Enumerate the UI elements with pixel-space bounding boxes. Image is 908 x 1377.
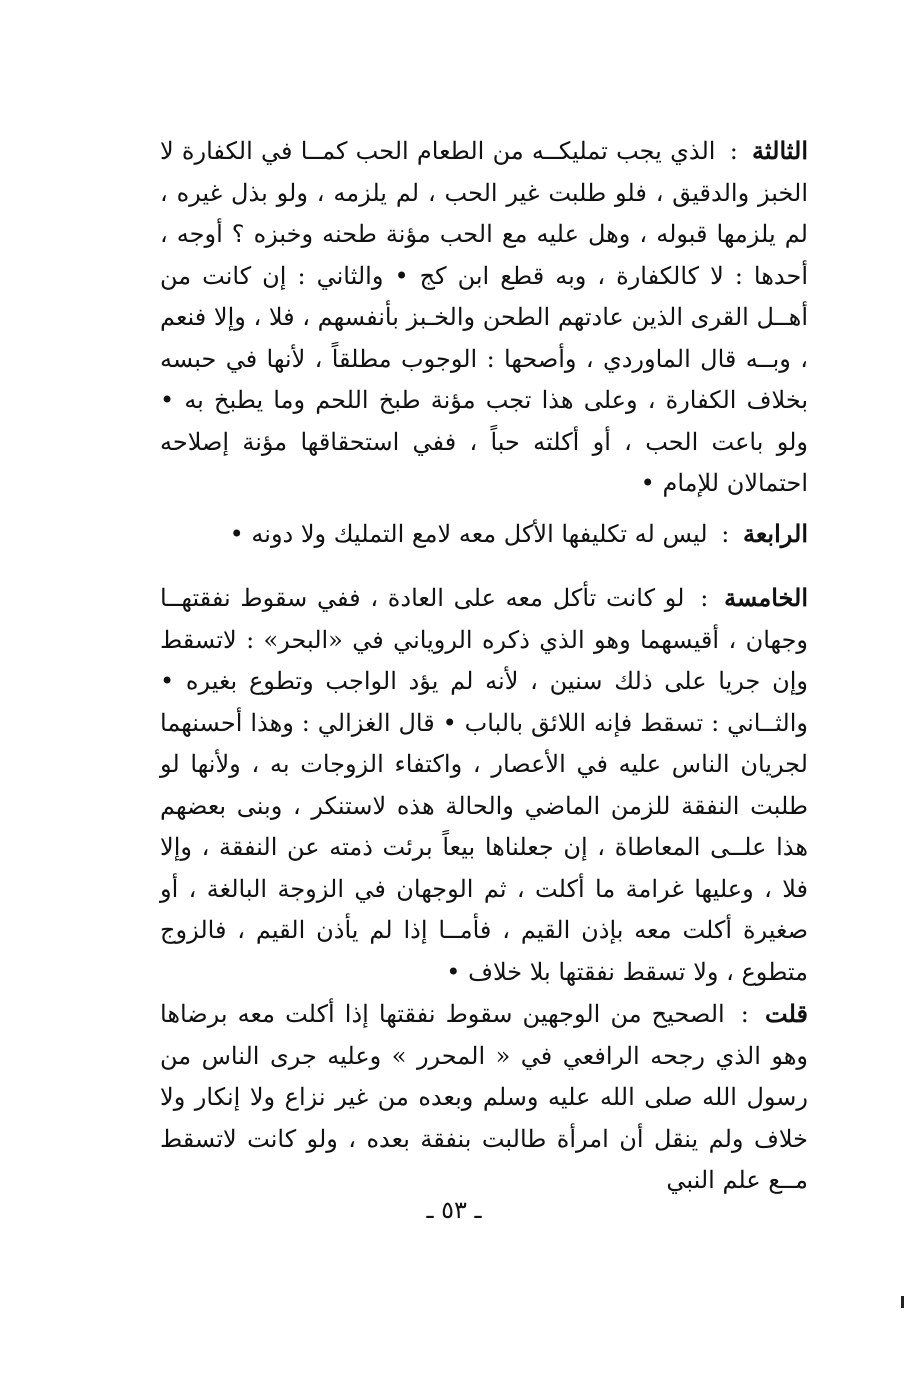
term-fourth: الرابعة <box>742 519 808 548</box>
paragraph-text: لو كانت تأكل معه على العادة ، ففي سقوط نفقتهــا وجهان ، أقيسهما وهو الذي ذكره الروياني في «البحر» : لاتسقط وإن جريا على ذلك سنين ، لأنه لم يؤد الواجب وتطوع بغيره • والثــاني : تسقط فإنه اللائق بالباب • قال الغزالي : وهذا أحسنهما لجريان الناس عليه في الأعصار ، واكتفاء الزوجات به ، ولأنها لو طلبت النفقة للزمن الماضي والحالة هذه لاستنكر ، وبنى بعضهم هذا علــى المعاطاة ، إن جعلناها بيعاً برئت ذمته عن النفقة ، وإلا فلا ، وعليها غرامة ما أكلت ، ثم الوجهان في الزوجة البالغة ، أو صغيرة أكلت معه بإذن القيم ، فأمــا إذا لم يأذن القيم ، فالزوج متطوع ، ولا تسقط نفقتها بلا خلاف • <box>160 584 808 986</box>
paragraph-third <box>160 130 808 505</box>
scan-edge-mark <box>901 1296 904 1308</box>
paragraph-fourth <box>160 513 808 556</box>
paragraph-text: ليس له تكليفها الأكل معه لامع التمليك ولا دونه • <box>229 520 708 548</box>
term-note: قلت <box>765 999 808 1028</box>
term-fifth: الخامسة <box>724 583 808 612</box>
paragraph-fifth <box>160 577 808 993</box>
term-separator: : <box>740 1000 749 1028</box>
paragraph-text: الذي يجب تمليكــه من الطعام الحب كمــا في الكفارة لا الخبز والدقيق ، فلو طلبت غير الحب ، لم يلزمه ، ولو بذل غيره ، لم يلزمها قبوله ، وهل عليه مع الحب مؤنة طحنه وخبزه ؟ أوجه ، أحدها : لا كالكفارة ، وبه قطع ابن كج • والثاني : إن كانت من أهــل القرى الذين عادتهم الطحن والخـبز بأنفسهم ، فلا ، وإلا فنعم ، وبــه قال الماوردي ، وأصحها : الوجوب مطلقاً ، لأنها في حبسه بخلاف الكفارة ، وعلى هذا تجب مؤنة طبخ اللحم وما يطبخ به • ولو باعت الحب ، أو أكلته حباً ، ففي استحقاقها مؤنة إصلاحه احتمالان للإمام • <box>160 137 809 497</box>
term-separator: : <box>700 584 709 612</box>
paragraph-text: الصحيح من الوجهين سقوط نفقتها إذا أكلت معه برضاها وهو الذي رجحه الرافعي في « المحرر » وعليه جرى الناس من رسول الله صلى الله عليه وسلم وبعده من غير نزاع ولا إنكار ولا خلاف ولم ينقل أن امرأة طالبت بنفقة بعده ، ولو كانت لاتسقط مــع علم النبي <box>160 1000 808 1194</box>
term-third: الثالثة <box>752 136 808 165</box>
paragraph-note <box>160 993 808 1202</box>
page-number: ـ ٥٣ ـ <box>426 1196 482 1224</box>
term-separator: : <box>729 137 738 165</box>
term-separator: : <box>721 520 730 548</box>
